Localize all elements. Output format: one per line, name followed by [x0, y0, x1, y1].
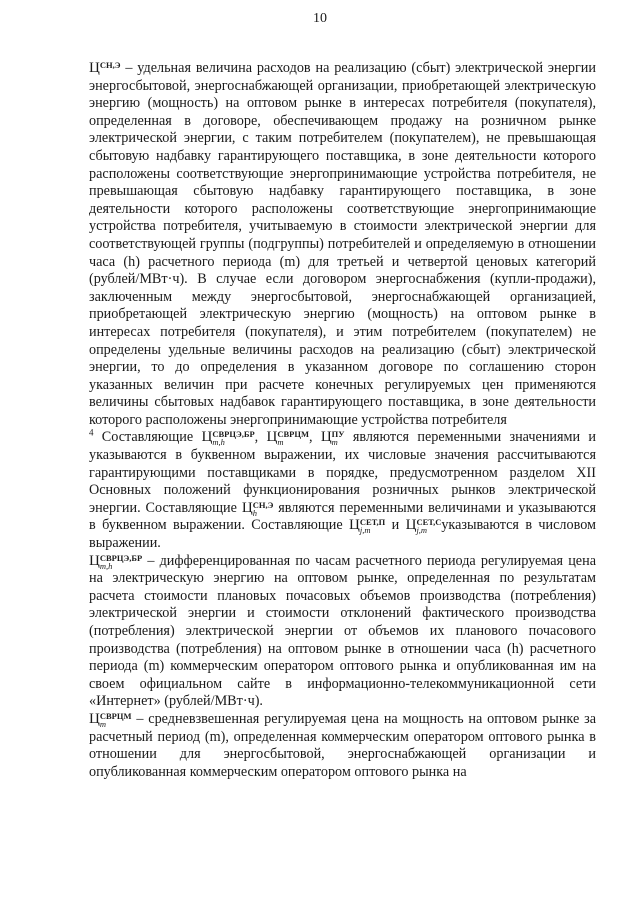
symbol-c-svrcm: Ц СВРЦМ m — [266, 429, 309, 448]
symbol-c-pu: Ц ПУ m — [320, 429, 345, 448]
footnote-4-paragraph: $^4$ Составляющие Ц СВРЦЭ,БР m,h , Ц СВРЦМ m , Ц ПУ m являются переменными значениями и указываются в буквенном выражении, их числовые значения рассчитываются гарантирующими поставщиками в порядке, предусмотренном разделом XII Основных положений функционирования розничных рынков электрической энергии. Составляющие Ц СН,Э h являются переменными величинами и указываются в буквенном выражении. Составляющие Ц СЕТ,П j,m и Ц СЕТ,С j,m указываются в числовом выражении. — [89, 427, 597, 552]
paragraph-text: – средневзвешенная регулируемая цена на мощность на оптовом рынке за расчетный период (m), определенная коммерческим оператором оптового рынка в отношении для энергосбытовой, энергоснабжающей организации и опубликованная коммерческим оператором оптового рынка на — [89, 710, 596, 780]
symbol-c-sn-e: Ц СН,Э — [89, 60, 121, 76]
footnote-marker: 4 — [89, 427, 94, 438]
paragraph-sbyt-definition — [89, 60, 596, 429]
paragraph-text: – удельная величина расходов на реализацию (сбыт) электрической энергии энергосбытовой, энергоснабжающей организации, приобретающей электрическую энергию (мощность) на оптовом рынке в интересах потребителя (покупателя), определенная в договоре, обеспечивающем продажу на розничном рынке электрической энергии, с таким потребителем (покупателем), не превышающая сбытовую надбавку гарантирующего поставщика, в зоне деятельности которого расположены соответствующие энергопринимающие устройства потребителя, не превышающая сбытовую надбавку гарантирующего поставщика, в зоне деятельности которого расположены соответствующие энергопринимающие устройства потребителя, учитываемую в стоимости электрической энергии для соответствующей группы (подгруппы) потребителей и определяемую в отношении часа (h) расчетного периода (m) для третьей и четвертой ценовых категорий (рублей/МВт·ч). В случае если договором энергоснабжения (купли-продажи), заключенным между энергосбытовой, энергоснабжающей организацией, приобретающей электрическую энергию (мощность) на оптовом рынке в интересах потребителя (покупателя), и этим потребителем (покупателем) не определены удельные величины расходов на реализацию (сбыт) электрической энергии, то до определения в указанном договоре по соглашению сторон указанных величин при расчете конечных регулируемых цен применяются величины сбытовых надбавок гарантирующего поставщика, в зоне деятельности которого расположены энергопринимающие устройства потребителя — [89, 60, 596, 428]
page-number: 10 — [313, 11, 327, 26]
paragraph-svrce-definition — [89, 553, 596, 711]
paragraph-text: – дифференцированная по часам расчетного периода регулируемая цена на электрическую энергию на оптовом рынке, определенная по результатам расчета стоимости плановых почасовых объемов производства (потребления) электрической энергии и стоимости отклонений фактического производства (потребления) электрической энергии от объемов их планового почасового производства (потребления) на оптовом рынке в отношении часа (h) расчетного периода (m) коммерческим оператором оптового рынка и опубликованная им на своем официальном сайте в информационно-телекоммуникационной сети «Интернет» (рублей/МВт·ч). — [89, 552, 596, 710]
symbol-c-sn-e-h: Ц СН,Э h — [241, 499, 274, 518]
symbol-c-svrce-br: Ц СВРЦЭ,БР m,h — [89, 552, 143, 571]
symbol-c-svrce-br: Ц СВРЦЭ,БР m,h — [201, 429, 255, 448]
symbol-c-svrcm: Ц СВРЦМ m — [89, 710, 132, 729]
symbol-c-set-s: Ц СЕТ,С j,m — [405, 517, 442, 536]
document-body — [89, 60, 596, 781]
paragraph-svrcm-definition — [89, 711, 596, 781]
symbol-c-set-p: Ц СЕТ,П j,m — [349, 517, 386, 536]
